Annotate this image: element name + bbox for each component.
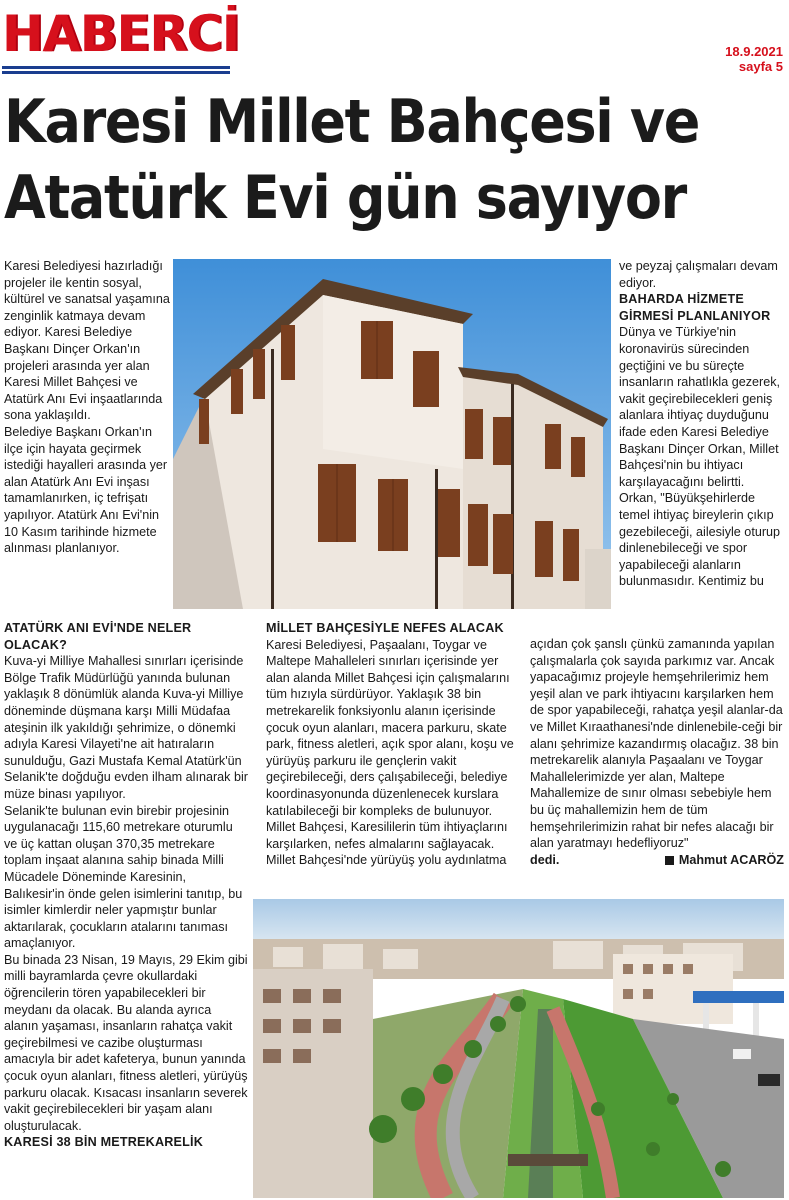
intro-column: [4, 258, 170, 557]
author-name: Mahmut ACARÖZ: [678, 852, 784, 867]
intro-paragraph-2: Belediye Başkanı Orkan'ın ilçe için hayata geçirmek istediği hayalleri arasında yer alan Atatürk Anı Evi inşası tamamlanırken, iç tefrişatı yapılıyor. Atatürk Anı Evi'nin 10 Kasım tarihinde hizmete alınması planlanıyor.: [4, 424, 168, 556]
left-bottom-column: [4, 620, 248, 1151]
masthead-logo: [2, 2, 240, 74]
subhead-ani-evi: ATATÜRK ANI EVİ'NDE NELER OLACAK?: [4, 621, 192, 652]
headline-line-2: Atatürk Evi gün sayıyor: [4, 163, 686, 233]
logo-text: HABERCİ: [2, 5, 240, 63]
issue-date: 18.9.2021: [725, 44, 783, 59]
intro-paragraph-1: Karesi Belediyesi hazırladığı projeler ile kentin sosyal, kültürel ve sanatsal yaşamına zenginlik katmaya devam ediyor. Karesi Belediye Başkanı Dinçer Orkan'ın projeleri arasında yer alan Karesi Millet Bahçesi ve Atatürk Anı Evi inşaatlarında sona yaklaşıldı.: [4, 259, 170, 423]
headline: [4, 84, 785, 236]
logo-rule: [2, 71, 230, 74]
park-photo: [253, 899, 784, 1198]
author-byline: [665, 852, 784, 869]
byline-row: [530, 852, 784, 869]
subhead-38-bin: KARESİ 38 BİN METREKARELİK: [4, 1135, 204, 1150]
logo-rule: [2, 66, 230, 69]
quote-continuation: açıdan çok şanslı çünkü zamanında yapılan çalışmalarla çok sayıda parkımız var. Ancak yapacağımız projeyle hemşehrilerimiz hem yeşil alan ve park ihtiyacını karşılarken hem de spor yapabileceği, rahatça yeşil alanlar-da ve Millet Kıraathanesi'nde dinlenebile-ceği bir alanı şehrimize kazandırmış olacağız. 38 bin metrekarelik alanıyla Paşaalanı ve Toygar Mahallelerimizde yer alan, Maltepe Mahallemize de sınır olması sebebiyle hem bu üç mahallemizin hem de tüm hemşehrilerimizin rahat bir nefes alacağı bir alan yaratmayı hedefliyoruz": [530, 637, 783, 851]
millet-bahcesi-paragraph-1: Karesi Belediyesi, Paşaalanı, Toygar ve Maltepe Mahalleleri sınırları içerisinde yer alan alanda Millet Bahçesi için çalışmalarını tüm hızıyla sürdürüyor. Yaklaşık 38 bin metrekarelik fonksiyonlu alanın içerisinde çocuk oyun alanları, macera parkuru, skate park, fitness aletleri, açık spor alanı, koşu ve yürüyüş parkuru ile gençlerin vakit geçirebileceği, ders çalışabileceği, belediye koordinasyonunda düzenlenecek kurslara katılabileceği bir kompleks de bulunuyor.: [266, 637, 514, 818]
issue-meta: [725, 44, 783, 74]
ani-evi-paragraph-1: Kuva-yi Milliye Mahallesi sınırları içerisinde Bölge Trafik Müdürlüğü yanında bulunan yaklaşık 8 dönümlük alanda Kuva-yi Milliye döneminde düşmana karşı Milli Müdafaa ateşinin ilk yakıldığı şehrimize, o dönemki adıyla Karesi Vilayeti'ne ait hatıraların sunulduğu, Gazi Mustafa Kemal Atatürk'ün Selanik'te doğduğu evden ilham alınarak bir müze binası yapılıyor.: [4, 654, 248, 801]
closing-word: dedi.: [530, 852, 560, 867]
bahar-paragraph: Dünya ve Türkiye'nin koronavirüs sürecinden geçtiğini ve bu süreçte insanların rahatlıkla gezerek, vakit geçirebilecekleri geniş alanlara ihtiyaç duyduğunu ifade eden Karesi Belediye Başkanı Dinçer Orkan, Millet Bahçesi'nin bu ihtiyacı karşılayacağını belirtti. Orkan, "Büyükşehirlerde temel ihtiyaç bireylerin çıkıp gezebileceği, ailesiyle oturup dinlenebileceği ve spor yapabileceği alanların bulunmasıdır. Kentimiz bu: [619, 325, 781, 589]
house-photo: [173, 259, 611, 609]
ani-evi-paragraph-2: Selanik'te bulunan evin birebir projesinin uygulanacağı 115,60 metrekare oturumlu ve üç kattan oluşan 370,35 metrekare toplam inşaat alanına sahip binada Milli Mücadele Döneminde Karesinin, Balıkesir'in önde gelen isimlerini tanıtıp, bu isimler kimlerdir neler yapmıştır bunlar aktarılarak, çocukların atalarını tanıması amaçlanıyor.: [4, 803, 243, 951]
right-top-column: [619, 258, 785, 590]
headline-line-1: Karesi Millet Bahçesi ve: [4, 87, 700, 157]
byline-square-icon: [665, 856, 674, 865]
middle-column: [266, 620, 516, 869]
ani-evi-paragraph-3: Bu binada 23 Nisan, 19 Mayıs, 29 Ekim gibi milli bayramlarda çevre okullardaki öğrencilerin tören yapabilecekleri bir meydanı da olacak. Bu alanda ayrıca alanın yaşaması, insanların rahatça vakit geçirebilmesi ve cazibe oluşturması amacıyla bir adet kafeterya, bunun yanında çocuk oyun alanları, fitness aletleri, yürüyüş parkuru olacak. Kısacası insanların severek vakit geçirebilecekleri bir yaşam alanı oluşturulacak.: [4, 952, 248, 1133]
right-top-lead: ve peyzaj çalışmaları devam ediyor.: [619, 259, 778, 290]
subhead-millet-bahcesi: MİLLET BAHÇESİYLE NEFES ALACAK: [266, 621, 504, 635]
subhead-bahar: BAHARDA HİZMETE GİRMESİ PLANLANIYOR: [619, 292, 771, 323]
millet-bahcesi-paragraph-2: Millet Bahçesi, Karesililerin tüm ihtiyaçlarını karşılarken, nefes almalarını sağlayacak. Millet Bahçesi'nde yürüyüş yolu aydınlatma: [266, 820, 508, 868]
page-number: sayfa 5: [738, 59, 783, 74]
right-bottom-column: [530, 636, 784, 868]
